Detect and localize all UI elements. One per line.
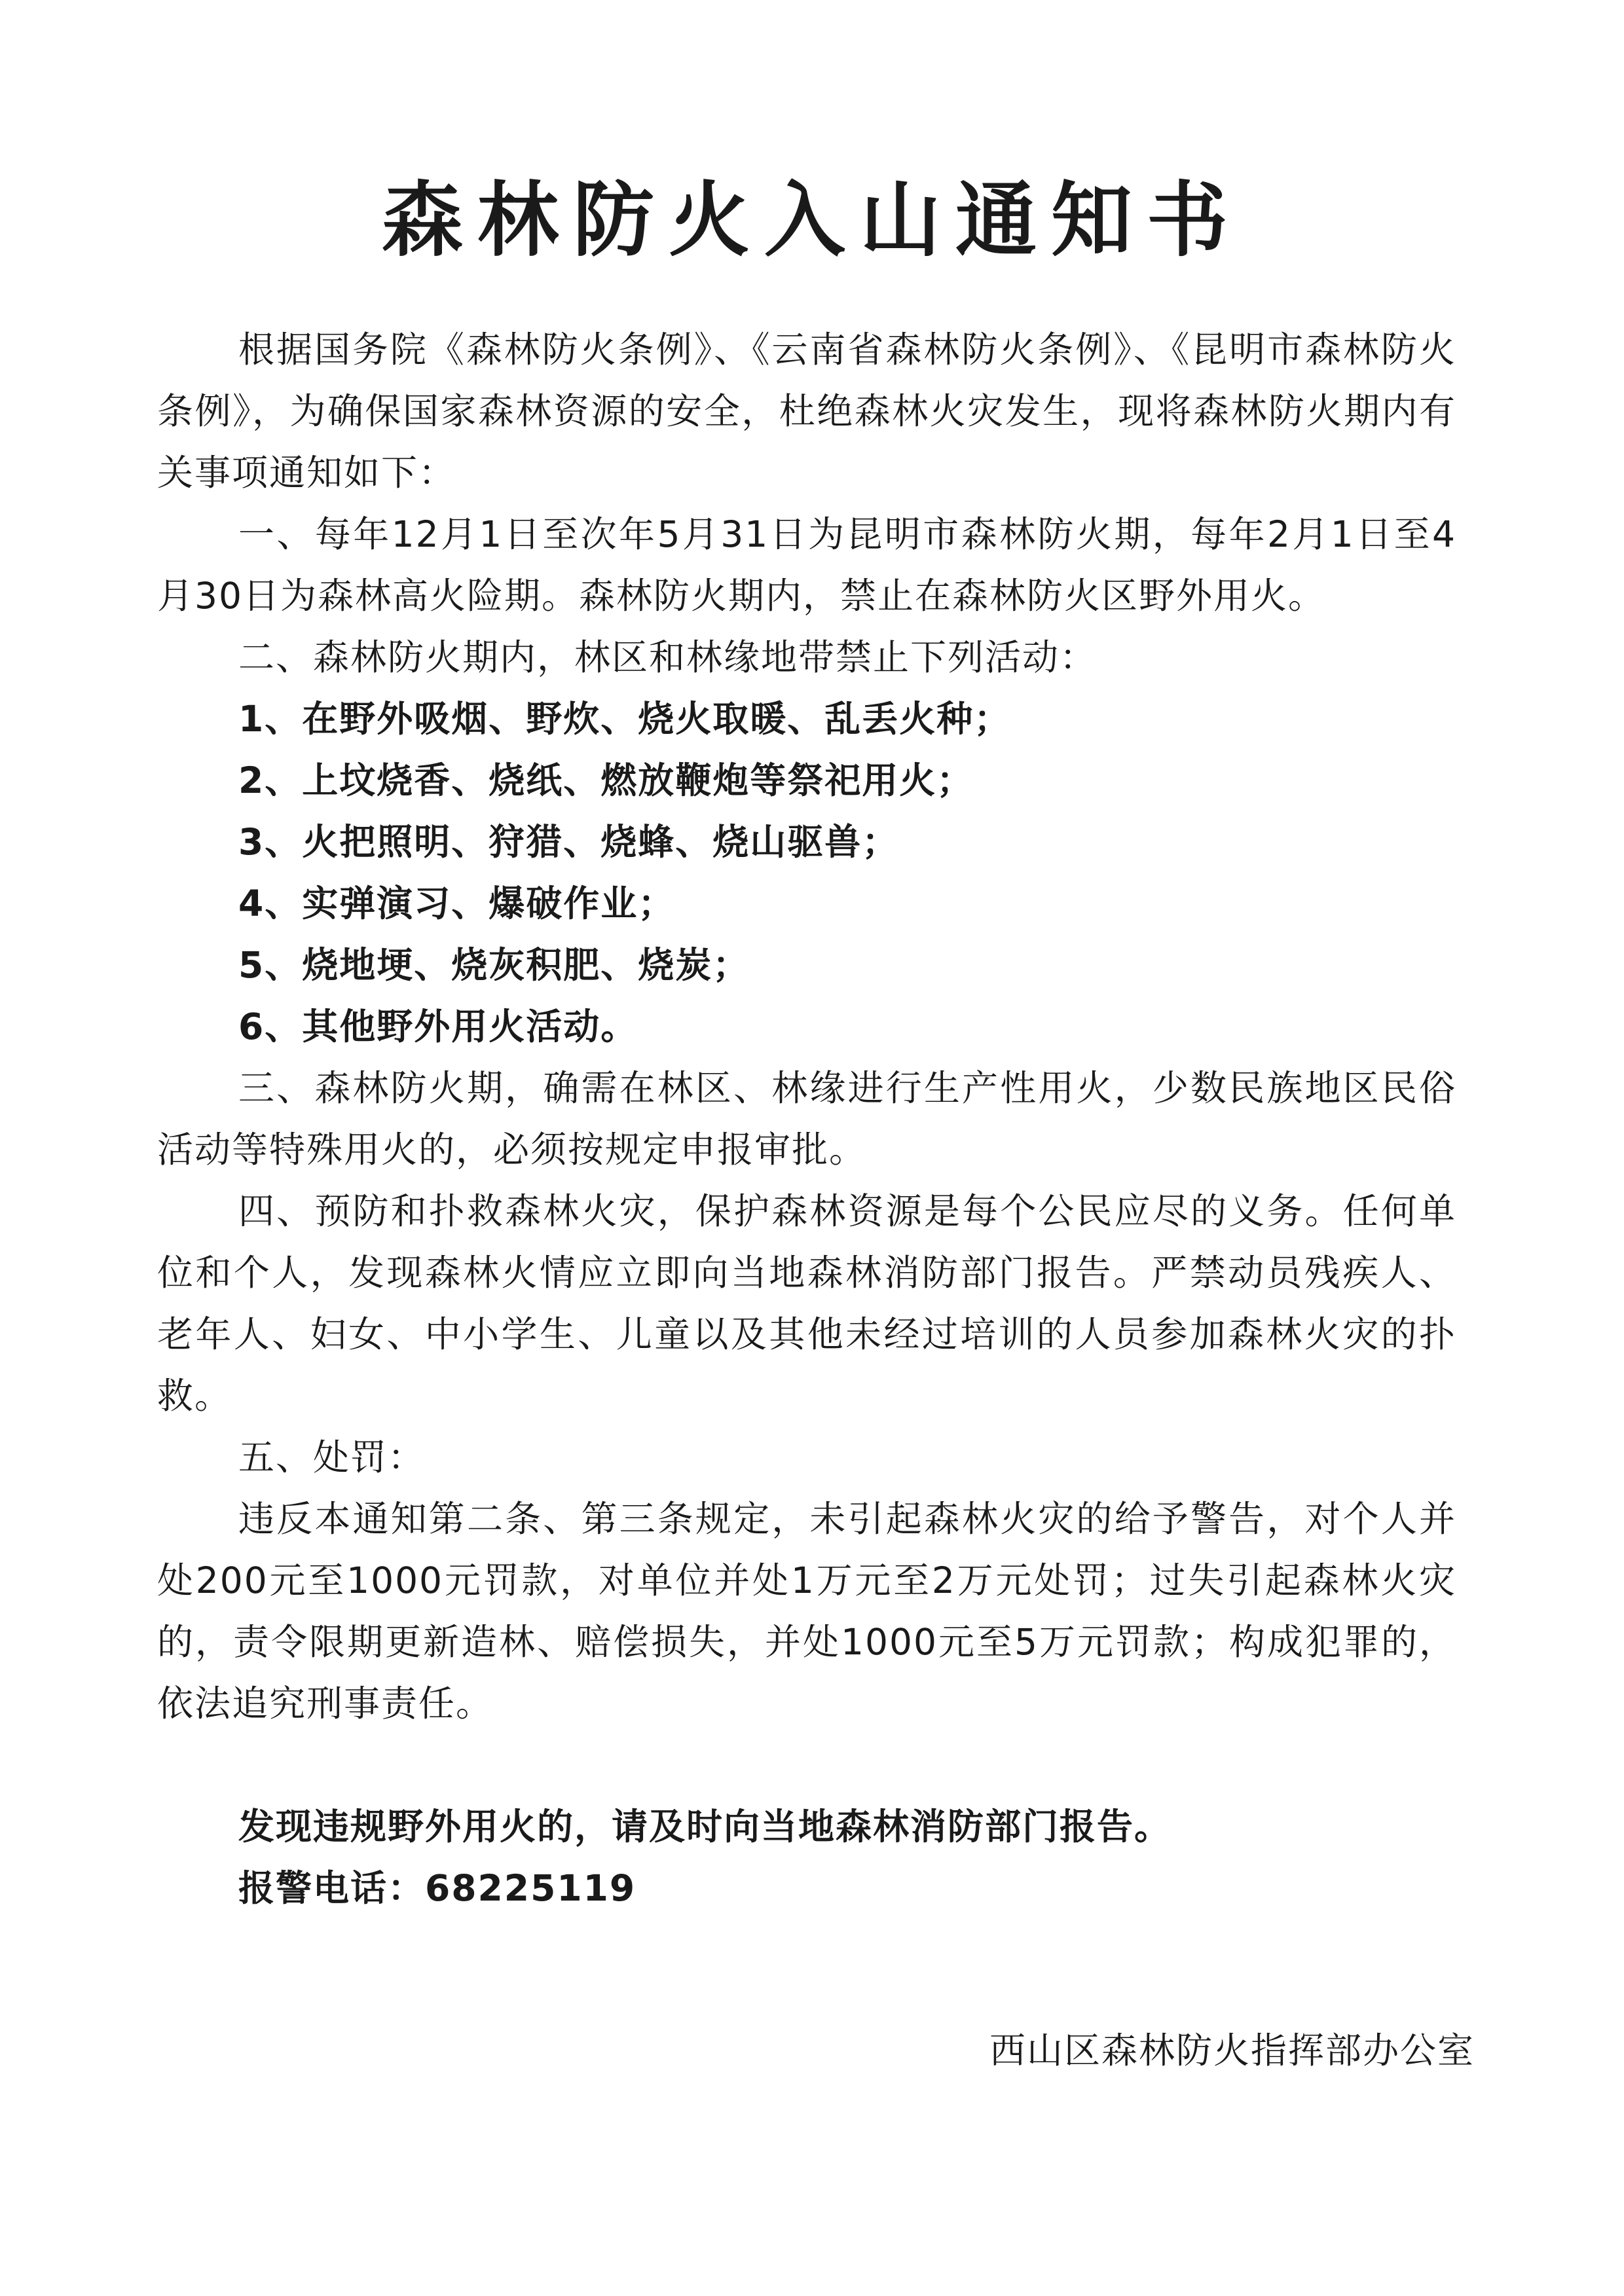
item-2-heading: 二、森林防火期内，林区和林缘地带禁止下列活动： [238,636,1098,678]
notice-title: 森林防火入山通知书 [381,173,1242,268]
item-3-paragraph: 三、森林防火期，确需在林区、林缘进行生产性用火，少数民族地区民俗活动等特殊用火的，必须按规定申报审批。 [157,1067,1456,1171]
prohibited-item-3: 3、火把照明、狩猎、烧蜂、烧山驱兽； [238,821,900,863]
intro-paragraph: 根据国务院《森林防火条例》、《云南省森林防火条例》、《昆明市森林防火条例》，为确保国家森林资源的安全，杜绝森林火灾发生，现将森林防火期内有关事项通知如下： [157,329,1456,494]
prohibited-item-5: 5、烧地埂、烧灰积肥、烧炭； [238,944,750,986]
item-4-paragraph: 四、预防和扑救森林火灾，保护森林资源是每个公民应尽的义务。任何单位和个人，发现森林火情应立即向当地森林消防部门报告。严禁动员残疾人、老年人、妇女、中小学生、儿童以及其他未经过培训的人员参加森林火灾的扑救。 [157,1190,1456,1417]
notice-body [157,319,1456,1919]
report-notice: 发现违规野外用火的，请及时向当地森林消防部门报告。 [238,1806,1172,1848]
prohibited-item-1: 1、在野外吸烟、野炊、烧火取暖、乱丢火种； [238,698,1012,740]
item-1-paragraph: 一、每年12月1日至次年5月31日为昆明市森林防火期，每年2月1日至4月30日为森林高火险期。森林防火期内，禁止在森林防火区野外用火。 [157,513,1456,617]
prohibited-item-6: 6、其他野外用火活动。 [238,1006,638,1048]
prohibited-item-4: 4、实弹演习、爆破作业； [238,883,676,924]
prohibited-item-2: 2、上坟烧香、烧纸、燃放鞭炮等祭祀用火； [238,759,974,801]
issuer-signature: 西山区森林防火指挥部办公室 [989,2030,1475,2071]
item-5-paragraph: 违反本通知第二条、第三条规定，未引起森林火灾的给予警告，对个人并处200元至1000元罚款，对单位并处1万元至2万元处罚；过失引起森林火灾的，责令限期更新造林、赔偿损失，并处1000元至5万元罚款；构成犯罪的，依法追究刑事责任。 [157,1498,1456,1724]
hotline-number: 报警电话：68225119 [238,1867,637,1909]
item-5-heading: 五、处罚： [238,1436,426,1478]
blank-line [157,1734,1456,1796]
